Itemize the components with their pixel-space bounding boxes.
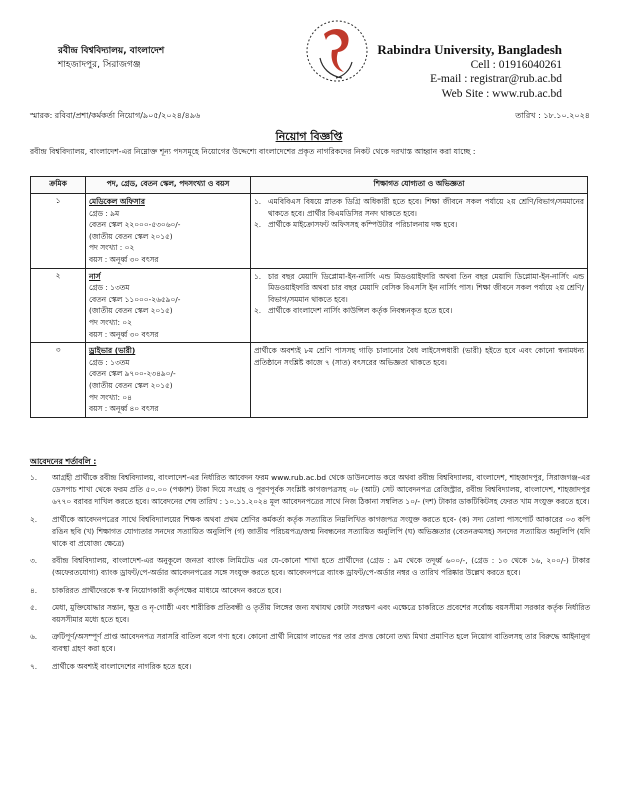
- qualification-number: ২.: [254, 306, 262, 316]
- qualification-number: ১.: [254, 197, 262, 206]
- post-name: নার্স: [89, 271, 101, 281]
- university-name-bangla: রবীন্দ্র বিশ্ববিদ্যালয়, বাংলাদেশ: [58, 46, 165, 56]
- term-number: ৬.: [30, 632, 38, 642]
- qualification-text: চার বছর মেয়াদি ডিপ্লোমা-ইন-নার্সিং এন্ড মিডওয়াইফারি অথবা তিন বছর মেয়াদি ডিপ্লোমা-ইন-নার্সিং এন্ড মিডওয়াইফারি অথবা চার বছর মেয়াদি বেসিক বিএসসি ইন নার্সিং পাস। শিক্ষা জীবনে সকল পর্যায়ে ২য় শ্রেণি/বিভাগ/সমমান থাকতে হবে।: [268, 271, 584, 304]
- qualification-cell: [251, 343, 588, 418]
- list-item: [30, 555, 590, 579]
- post-name: মেডিকেল অফিসার: [89, 197, 145, 206]
- post-count: পদ সংখ্যা: ০২: [89, 317, 132, 327]
- term-number: ৩.: [30, 556, 38, 566]
- table-row: [31, 268, 588, 343]
- term-number: ৫.: [30, 602, 38, 612]
- post-cell: [86, 194, 251, 269]
- term-number: ৭.: [30, 661, 38, 671]
- qualification-item: [254, 345, 584, 368]
- list-item: [30, 602, 590, 626]
- term-number: ২.: [30, 514, 38, 524]
- qualification-cell: [251, 268, 588, 343]
- letterhead-bangla: [58, 44, 164, 72]
- term-text: রবীন্দ্র বিশ্ববিদ্যালয়, বাংলাদেশ-এর অনুকূলে জনতা ব্যাংক লিমিটেড এর যে-কোনো শাখা হতে প্রার্থীদের (গ্রেড : ৯ম থেকে তদূর্ধ্ব ৬০০/-, (গ্রেড : ১৩ থেকে ১৬, ২০০/-) টাকার (অফেরতযোগ্য) ব্যাংক ড্রাফট/পে-অর্ডার আবেদনপত্রের সঙ্গে সংযুক্ত করতে হবে। আবেদনপত্রে ব্যাংক ড্রাফট/পে-অর্ডার নম্বর ও তারিখ পরিষ্কার উল্লেখ করতে হবে।: [52, 556, 590, 578]
- post-cell: [86, 268, 251, 343]
- contact-website: Web Site : www.rub.ac.bd: [441, 87, 562, 100]
- row-serial: ৩: [31, 343, 86, 418]
- post-cell: [86, 343, 251, 418]
- letterhead-english: [377, 43, 562, 101]
- qualification-number: ২.: [254, 220, 262, 230]
- term-text: প্রার্থীকে অবশ্যই বাংলাদেশের নাগরিক হতে হবে।: [52, 661, 192, 671]
- term-text: আগ্রহী প্রার্থীকে রবীন্দ্র বিশ্ববিদ্যালয়, বাংলাদেশ-এর নির্ধারিত আবেদন ফরম www.rub.ac.bd থেকে ডাউনলোড করে অথবা রবীন্দ্র বিশ্ববিদ্যালয়, বাংলাদেশ, শাহজাদপুর, সিরাজগঞ্জ-এর ডেসপাচ শাখা থেকে ফরম প্রতি ৫০.০০ (পঞ্চাশ) টাকা দিয়ে সংগ্রহ ও পূরণপূর্বক সংশ্লিষ্ট কাগজপত্রসহ ০৮ (আট) সেট আবেদনপত্র রেজিস্ট্রার, রবীন্দ্র বিশ্ববিদ্যালয়, বাংলাদেশ, শাহজাদপুর ৬৭৭০ বরাবর দাখিল করতে হবে। আবেদনের শেষ তারিখ : ১০.১১.২০২৪ মূল আবেদনপত্রের সাথে নিজ ঠিকানা সম্বলিত ১০/- (দশ) টাকার ডাকটিকিটসহ ফেরত খাম সংযুক্ত করতে হবে।: [52, 473, 590, 507]
- contact-email: E-mail : registrar@rub.ac.bd: [430, 73, 562, 85]
- row-serial: ২: [31, 268, 86, 343]
- qualification-number: ১.: [254, 271, 262, 281]
- header-post: পদ, গ্রেড, বেতন স্কেল, পদসংখ্যা ও বয়স: [86, 177, 251, 194]
- vacancy-table: [30, 176, 588, 418]
- header-serial: ক্রমিক: [31, 177, 86, 194]
- qualification-text: প্রার্থীকে বাংলাদেশ নার্সিং কাউন্সিল কর্তৃক নিবন্ধনকৃত হতে হবে।: [268, 306, 453, 316]
- qualification-item: [254, 196, 584, 219]
- table-row: [31, 343, 588, 418]
- terms-list: [30, 472, 590, 678]
- term-number: ১.: [30, 473, 38, 482]
- qualification-text: এমবিবিএস বিষয়ে স্নাতক ডিগ্রি অধিকারী হতে হবে। শিক্ষা জীবনে সকল পর্যায়ে ২য় শ্রেণি/বিভাগ/সমমানের থাকতে হবে। প্রার্থীর বিএমডিসির সনদ থাকতে হবে।: [268, 197, 584, 218]
- qualification-text: প্রার্থীকে মাইক্রোসফট অফিসসহ কম্পিউটার পরিচালনায় দক্ষ হবে।: [268, 220, 458, 230]
- post-national-scale: (জাতীয় বেতন স্কেল ২০১৫): [89, 231, 173, 241]
- list-item: [30, 631, 590, 655]
- letterhead: [28, 0, 590, 98]
- post-grade: গ্রেড : ১৩তম: [89, 357, 130, 367]
- term-number: ৪.: [30, 585, 38, 595]
- university-logo-icon: [302, 14, 372, 88]
- qualification-cell: [251, 194, 588, 269]
- term-text: ত্রুটিপূর্ণ/অসম্পূর্ণ প্রাপ্ত আবেদনপত্র সরাসরি বাতিল বলে গণ্য হবে। কোনো প্রার্থী নিয়োগ লাভের পর তার প্রদত্ত কোনো তথ্য মিথ্যা প্রমাণিত হলে নিয়োগ বাতিলসহ তার বিরুদ্ধে আইনানুগ ব্যবস্থা গ্রহণ করা হবে।: [52, 632, 590, 654]
- post-age: বয়স : অনূর্ধ্ব ৪০ বৎসর: [89, 404, 159, 414]
- terms-heading: আবেদনের শর্তাবলি :: [30, 457, 97, 466]
- post-age: বয়স : অনূর্ধ্ব ৩০ বৎসর: [89, 329, 159, 339]
- post-grade: গ্রেড : ১৩তম: [89, 283, 130, 293]
- term-text: মেধা, মুক্তিযোদ্ধার সন্তান, ক্ষুদ্র ও নৃ-গোষ্ঠী এবং শারীরিক প্রতিবন্ধী ও তৃতীয় লিঙ্গের জন্য যথাযথ কোটা সংরক্ষণ এবং এক্ষেত্রে চাকরিতে প্রবেশের সর্বোচ্চ বয়সসীমা সরকার কর্তৃক নির্ধারিত বয়সসীমার মধ্যে হতে হবে।: [52, 602, 590, 625]
- row-serial: ১: [31, 194, 86, 269]
- post-pay-scale: বেতন স্কেল ৯৭০০-২৩৪৯০/-: [89, 369, 176, 379]
- table-row: [31, 194, 588, 269]
- university-name-english: Rabindra University, Bangladesh: [377, 42, 562, 57]
- notice-date: তারিখ : ১৮.১০.২০২৪: [515, 111, 590, 120]
- list-item: [30, 661, 590, 673]
- post-pay-scale: বেতন স্কেল ১১০০০-২৬৫৯০/-: [89, 294, 181, 304]
- post-national-scale: (জাতীয় বেতন স্কেল ২০১৫): [89, 306, 173, 316]
- qualification-item: [254, 305, 584, 317]
- intro-paragraph: রবীন্দ্র বিশ্ববিদ্যালয়, বাংলাদেশ-এর নিম্নোক্ত শূন্য পদসমূহে নিয়োগের উদ্দেশ্যে বাংলাদেশের প্রকৃত নাগরিকদের নিকট থেকে দরখাস্ত আহ্বান করা যাচ্ছে :: [30, 147, 476, 156]
- post-pay-scale: বেতন স্কেল ২২০০০-৫৩০৬০/-: [89, 220, 181, 230]
- post-national-scale: (জাতীয় বেতন স্কেল ২০১৫): [89, 380, 173, 390]
- list-item: [30, 585, 590, 597]
- notice-title: নিয়োগ বিজ্ঞপ্তি: [275, 130, 343, 143]
- post-count: পদ সংখ্যা : ০২: [89, 243, 135, 253]
- header-qualification: শিক্ষাগত যোগ্যতা ও অভিজ্ঞতা: [251, 177, 588, 194]
- list-item: [30, 472, 590, 509]
- term-text: চাকরিরত প্রার্থীদেরকে স্ব-স্ব নিয়োগকারী কর্তৃপক্ষের মাধ্যমে আবেদন করতে হবে।: [52, 585, 282, 595]
- table-header-row: [31, 177, 588, 194]
- memo-number: স্মারক: রবিবা/প্রশা/কর্মকর্তা নিয়োগ/৯০৫/২০২৪/৪৯৬: [30, 111, 201, 120]
- post-name: ড্রাইভার (ভারী): [89, 346, 136, 356]
- reference-row: [30, 110, 590, 123]
- post-age: বয়স : অনূর্ধ্ব ৩০ বৎসর: [89, 254, 159, 264]
- qualification-item: [254, 271, 584, 306]
- qualification-text: প্রার্থীকে অবশ্যই ৮ম শ্রেণি পাসসহ গাড়ি চালানোর বৈধ লাইসেন্সধারী (ভারী) হইতে হবে এবং কোনো স্বনামধন্য প্রতিষ্ঠানে সংশ্লিষ্ট কাজে ৭ (সাত) বৎসরের অভিজ্ঞতা থাকতে হবে।: [254, 346, 584, 367]
- qualification-item: [254, 219, 584, 231]
- post-count: পদ সংখ্যা: ০৪: [89, 392, 132, 402]
- contact-cell: Cell : 01916040261: [470, 58, 562, 71]
- list-item: [30, 514, 590, 551]
- university-address-bangla: শাহজাদপুর, সিরাজগঞ্জ: [58, 60, 141, 70]
- term-text: প্রার্থীকে আবেদনপত্রের সাথে বিশ্ববিদ্যালয়ের শিক্ষক অথবা প্রথম শ্রেণির কর্মকর্তা কর্তৃক সত্যায়িত নিম্নলিখিত কাগজপত্র সংযুক্ত করতে হবে- (ক) সদ্য তোলা পাসপোর্ট আকারের ০৩ কপি রঙিন ছবি (খ) শিক্ষাগত যোগ্যতার সনদের সত্যায়িত অনুলিপি (গ) জাতীয় পরিচয়পত্র/জন্ম নিবন্ধনের সত্যায়িত অনুলিপি (ঘ) অভিজ্ঞতার (বেতনক্রমসহ) সনদের সত্যায়িত অনুলিপি (যদি থাকে বা প্রযোজ্য ক্ষেত্রে): [52, 514, 590, 549]
- post-grade: গ্রেড : ৯ম: [89, 208, 120, 218]
